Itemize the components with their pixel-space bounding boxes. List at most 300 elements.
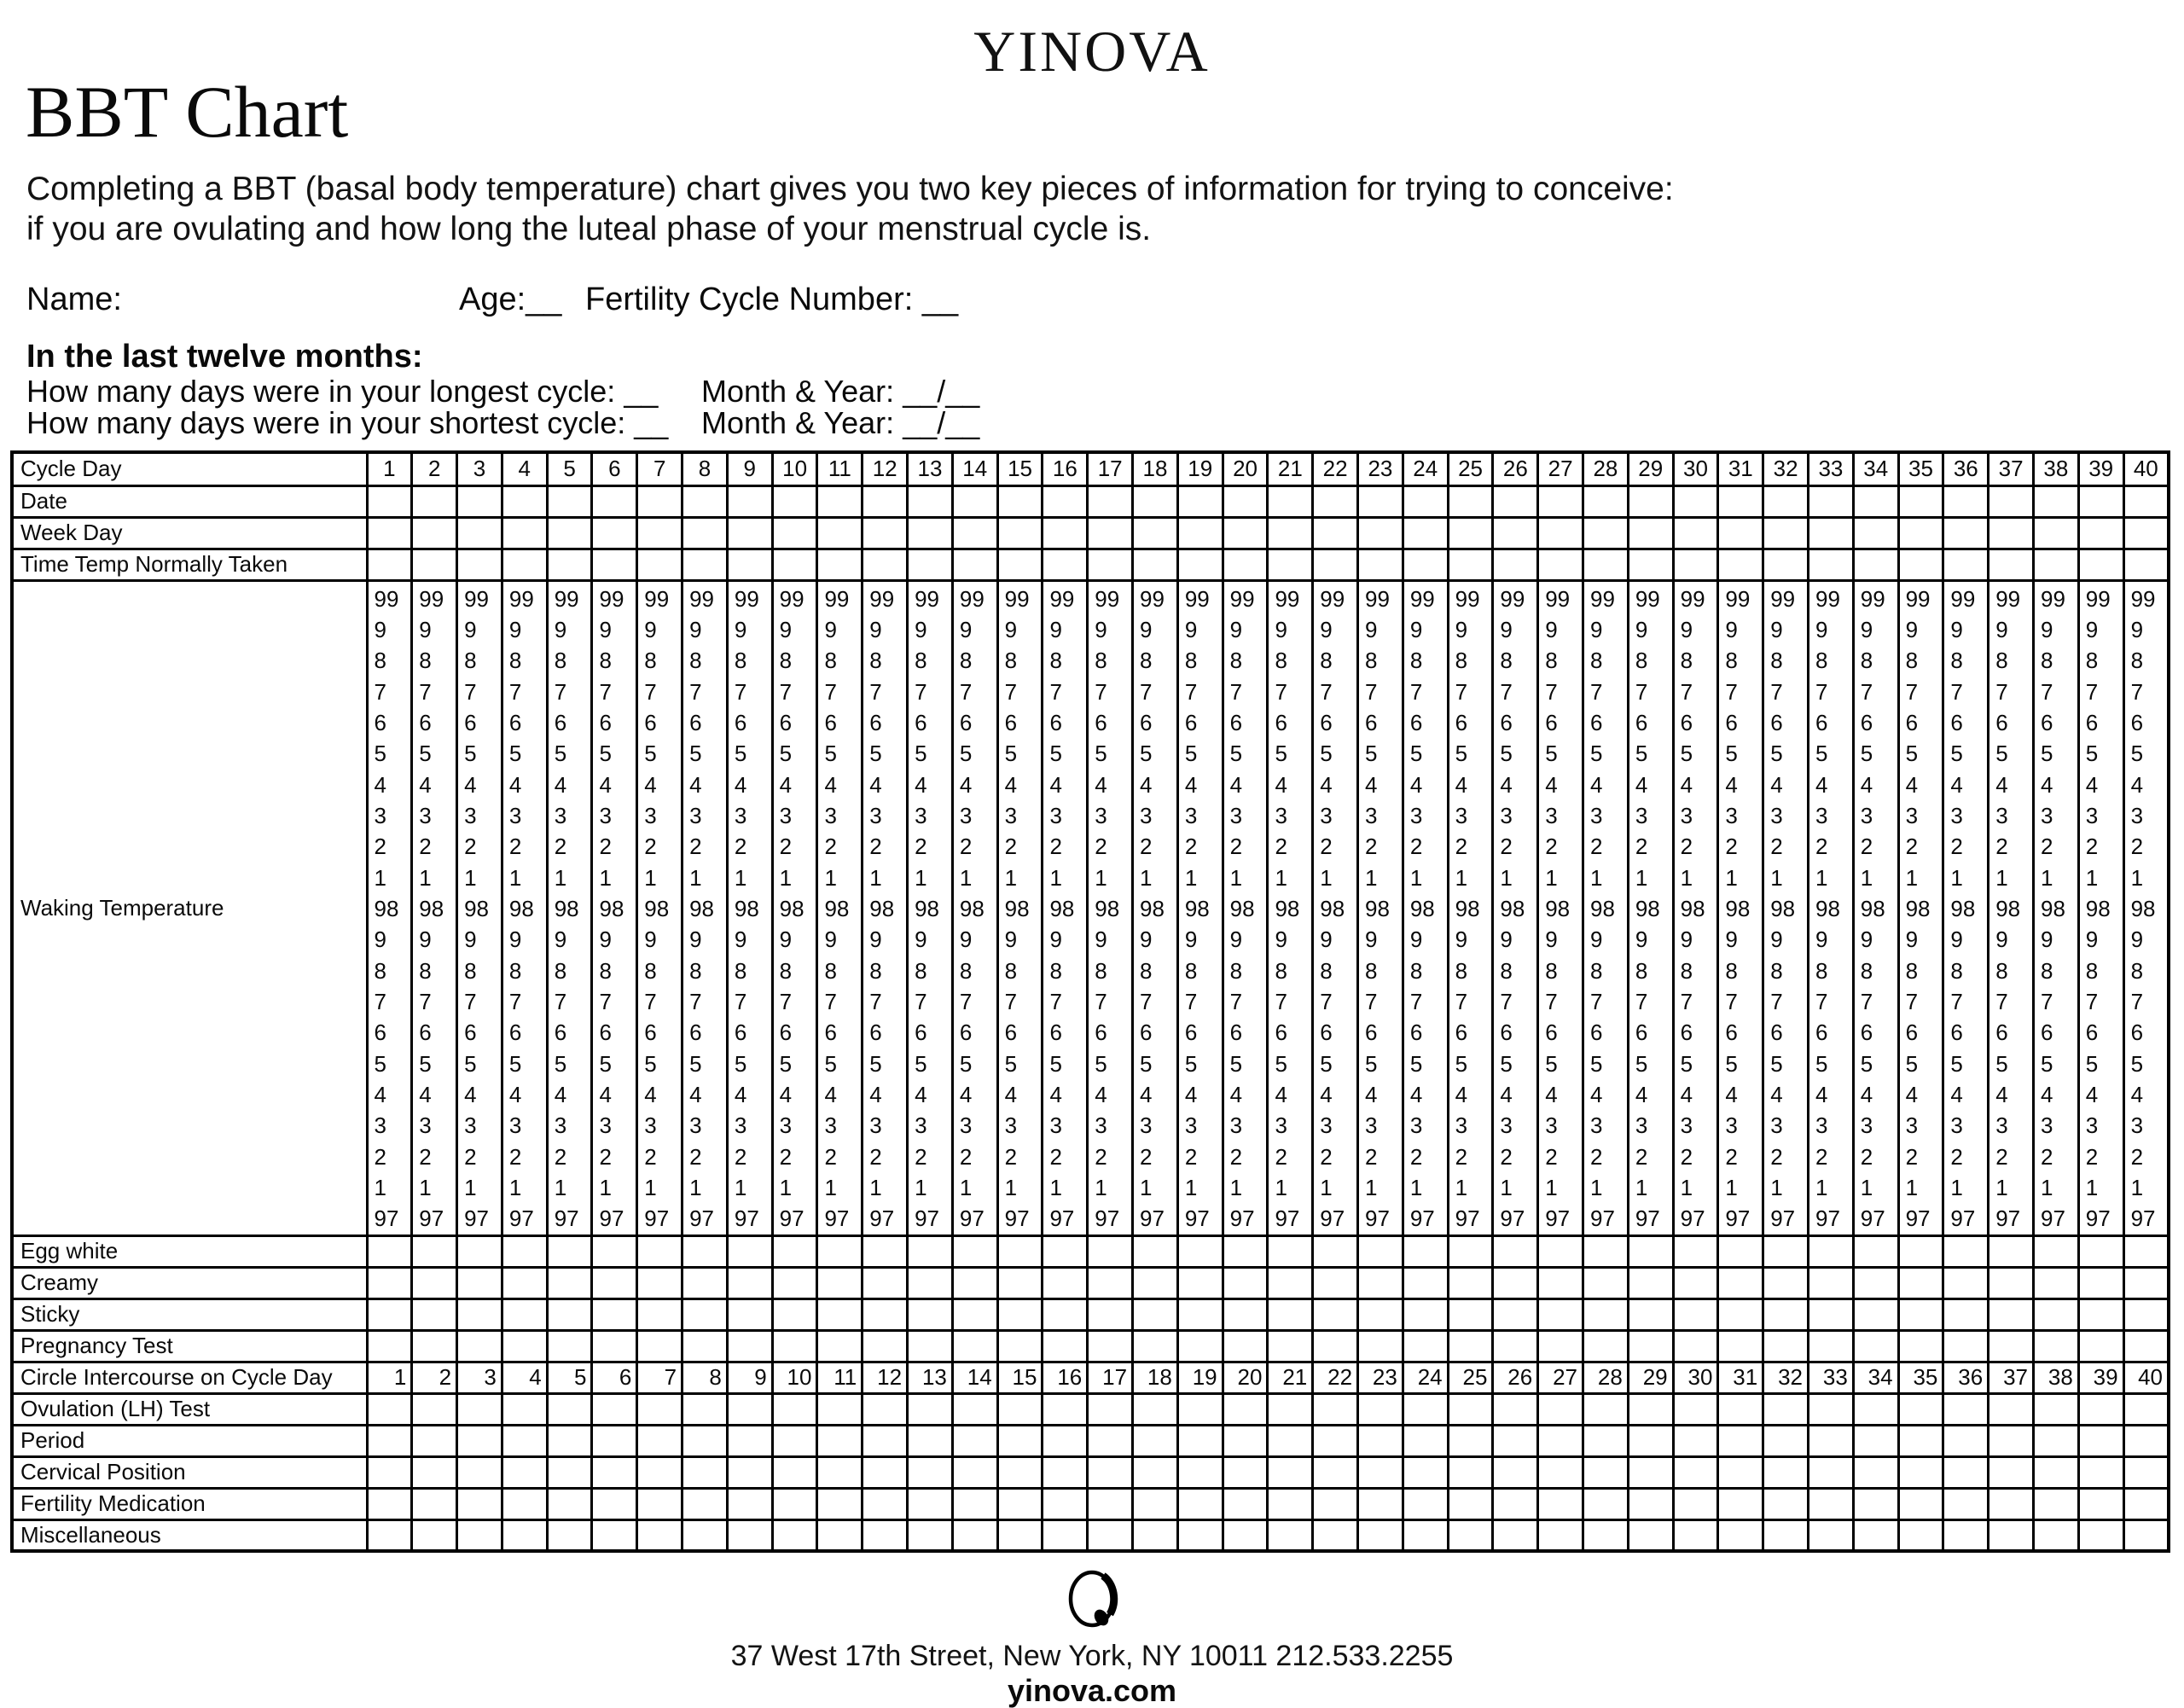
intercourse-day-number: 28 [1583, 1362, 1629, 1393]
temperature-scale-value: 9 [1815, 616, 1828, 642]
temperature-scale-value: 7 [1140, 988, 1153, 1014]
temperature-scale-value: 4 [2130, 771, 2144, 798]
temperature-scale-value: 2 [689, 834, 702, 860]
temperature-scale-value: 3 [734, 1113, 747, 1139]
temperature-scale-value: 8 [1049, 957, 1062, 984]
temperature-scale-value: 98 [1995, 895, 2021, 921]
temperature-scale-value: 6 [1455, 709, 1468, 735]
temperature-scale-value: 1 [2130, 1175, 2144, 1201]
temperature-scale-cell [727, 580, 772, 1235]
grid-cell-pregnancy_test [1583, 1330, 1629, 1362]
temperature-scale-value: 5 [734, 741, 747, 767]
grid-cell-week_day [863, 517, 908, 549]
cycle-day-number: 7 [637, 452, 682, 485]
temperature-scale-value: 7 [599, 988, 612, 1014]
grid-cell-cervical_position [1628, 1456, 1673, 1488]
temperature-scale-value: 1 [869, 1175, 882, 1201]
grid-cell-date [1313, 485, 1358, 517]
grid-cell-sticky [2123, 1298, 2169, 1330]
temperature-scale-value: 97 [1184, 1205, 1210, 1232]
temperature-scale-value: 9 [1320, 927, 1333, 953]
temperature-scale-value: 5 [1635, 741, 1648, 767]
grid-cell-egg_white [952, 1235, 997, 1267]
temperature-scale-value: 9 [2130, 616, 2144, 642]
temperature-scale-value: 3 [1004, 1113, 1018, 1139]
temperature-scale-value: 97 [419, 1205, 444, 1232]
intro-line-2: if you are ovulating and how long the luteal phase of your menstrual cycle is. [26, 211, 1152, 247]
temperature-scale-value: 97 [1365, 1205, 1390, 1232]
temperature-scale-value: 7 [1275, 988, 1287, 1014]
temperature-scale-value: 6 [374, 709, 386, 735]
grid-cell-miscellaneous [1088, 1519, 1133, 1551]
grid-cell-pregnancy_test [1673, 1330, 1718, 1362]
temperature-scale-value: 7 [1545, 988, 1558, 1014]
temperature-scale-value: 7 [1680, 988, 1693, 1014]
grid-cell-egg_white [1809, 1235, 1854, 1267]
grid-cell-date [772, 485, 817, 517]
temperature-scale-value: 5 [779, 741, 793, 767]
temperature-scale-value: 2 [374, 1143, 386, 1170]
temperature-scale-value: 7 [1590, 988, 1603, 1014]
temperature-scale-value: 9 [1635, 616, 1648, 642]
grid-cell-date [1628, 485, 1673, 517]
temperature-scale-value: 99 [1095, 585, 1120, 612]
temperature-scale-value: 98 [2040, 895, 2065, 921]
temperature-scale-value: 3 [599, 802, 612, 828]
grid-cell-sticky [1943, 1298, 1989, 1330]
temperature-scale-value: 97 [1995, 1205, 2021, 1232]
grid-cell-time_temp [1133, 549, 1178, 580]
temperature-scale-value: 5 [1950, 1050, 1963, 1077]
grid-cell-week_day [637, 517, 682, 549]
grid-cell-fertility_medication [817, 1488, 863, 1519]
grid-cell-fertility_medication [2078, 1488, 2123, 1519]
temperature-scale-value: 3 [1545, 802, 1558, 828]
grid-cell-egg_white [1943, 1235, 1989, 1267]
temperature-scale-value: 99 [508, 585, 534, 612]
row-label-date: Date [12, 485, 367, 517]
temperature-scale-value: 8 [915, 648, 927, 674]
row-label-egg_white: Egg white [12, 1235, 367, 1267]
temperature-scale-value: 4 [464, 771, 477, 798]
temperature-scale-value: 8 [1725, 648, 1738, 674]
temperature-scale-cell [1223, 580, 1268, 1235]
temperature-scale-value: 99 [959, 585, 985, 612]
temperature-scale-value: 9 [779, 616, 793, 642]
temperature-scale-value: 2 [1815, 1143, 1828, 1170]
temperature-scale-value: 97 [1590, 1205, 1615, 1232]
temperature-scale-value: 6 [869, 1020, 882, 1046]
temperature-scale-value: 2 [1095, 834, 1107, 860]
grid-cell-fertility_medication [502, 1488, 547, 1519]
grid-cell-pregnancy_test [1763, 1330, 1809, 1362]
grid-cell-week_day [1898, 517, 1943, 549]
temperature-scale-value: 5 [464, 741, 477, 767]
temperature-scale-value: 1 [1770, 1175, 1783, 1201]
grid-cell-ovulation_test [1583, 1393, 1629, 1425]
temperature-scale-value: 1 [464, 1175, 477, 1201]
cycle-day-number: 23 [1358, 452, 1403, 485]
grid-cell-date [1133, 485, 1178, 517]
temperature-scale-value: 1 [734, 864, 747, 891]
temperature-scale-value: 99 [1140, 585, 1165, 612]
grid-cell-creamy [1809, 1267, 1854, 1298]
grid-cell-egg_white [682, 1235, 728, 1267]
temperature-scale-value: 9 [1590, 927, 1603, 953]
temperature-scale-value: 5 [2040, 741, 2053, 767]
temperature-scale-value: 4 [508, 1082, 522, 1107]
temperature-scale-value: 99 [1860, 585, 1885, 612]
table-row-waking_temperature [12, 580, 2169, 1235]
grid-cell-date [2078, 485, 2123, 517]
grid-cell-fertility_medication [412, 1488, 457, 1519]
temperature-scale-value: 2 [1725, 1143, 1738, 1170]
grid-cell-date [682, 485, 728, 517]
temperature-scale-value: 97 [824, 1205, 850, 1232]
temperature-scale-value: 7 [779, 678, 793, 705]
temperature-scale-value: 1 [1635, 864, 1648, 891]
temperature-scale-value: 7 [464, 988, 477, 1014]
temperature-scale-value: 98 [2130, 895, 2156, 921]
temperature-scale-value: 4 [1095, 771, 1107, 798]
grid-cell-sticky [412, 1298, 457, 1330]
temperature-scale-value: 1 [1455, 864, 1468, 891]
grid-cell-week_day [1718, 517, 1763, 549]
cycle-day-number: 2 [412, 452, 457, 485]
cycle-day-number: 40 [2123, 452, 2169, 485]
temperature-scale-value: 3 [1275, 1113, 1287, 1139]
grid-cell-sticky [1763, 1298, 1809, 1330]
temperature-scale-value: 98 [779, 895, 804, 921]
grid-cell-fertility_medication [637, 1488, 682, 1519]
grid-cell-period [1583, 1425, 1629, 1456]
intercourse-day-number: 40 [2123, 1362, 2169, 1393]
temperature-scale-value: 6 [1455, 1020, 1468, 1046]
temperature-scale-value: 2 [2130, 1143, 2144, 1170]
temperature-scale-value: 8 [824, 957, 837, 984]
grid-cell-date [1493, 485, 1538, 517]
temperature-scale-value: 99 [599, 585, 624, 612]
temperature-scale-value: 7 [1409, 988, 1423, 1014]
grid-cell-miscellaneous [1853, 1519, 1898, 1551]
temperature-scale-value: 7 [779, 988, 793, 1014]
temperature-scale-value: 99 [644, 585, 670, 612]
grid-cell-ovulation_test [863, 1393, 908, 1425]
temperature-scale-value: 1 [1095, 1175, 1107, 1201]
temperature-scale-value: 6 [1725, 709, 1738, 735]
grid-cell-period [547, 1425, 592, 1456]
grid-cell-creamy [1133, 1267, 1178, 1298]
grid-cell-fertility_medication [772, 1488, 817, 1519]
temperature-scale-value: 6 [554, 1020, 567, 1046]
temperature-scale-value: 8 [1095, 648, 1107, 674]
temperature-scale-value: 4 [1905, 771, 1919, 798]
grid-cell-sticky [1313, 1298, 1358, 1330]
grid-cell-sticky [1493, 1298, 1538, 1330]
temperature-scale-value: 97 [1140, 1205, 1165, 1232]
grid-cell-date [863, 485, 908, 517]
temperature-scale-value: 8 [779, 648, 793, 674]
grid-cell-week_day [502, 517, 547, 549]
grid-cell-time_temp [1493, 549, 1538, 580]
grid-cell-creamy [2033, 1267, 2078, 1298]
grid-cell-egg_white [1493, 1235, 1538, 1267]
temperature-scale-value: 97 [1455, 1205, 1480, 1232]
temperature-scale-value: 6 [959, 1020, 973, 1046]
grid-cell-date [1809, 485, 1854, 517]
temperature-scale-value: 1 [1275, 1175, 1287, 1201]
grid-cell-pregnancy_test [908, 1330, 953, 1362]
temperature-scale-value: 8 [464, 957, 477, 984]
temperature-scale-value: 4 [554, 1082, 567, 1107]
cycle-day-number: 8 [682, 452, 728, 485]
temperature-scale-value: 6 [554, 709, 567, 735]
grid-cell-egg_white [1088, 1235, 1133, 1267]
temperature-scale-value: 7 [824, 678, 837, 705]
temperature-scale-cell [1898, 580, 1943, 1235]
temperature-scale-value: 8 [374, 648, 386, 674]
grid-cell-creamy [1177, 1267, 1223, 1298]
temperature-scale-value: 5 [869, 741, 882, 767]
grid-cell-cervical_position [1538, 1456, 1583, 1488]
age-field-blank: __ [526, 282, 562, 317]
temperature-scale-value: 5 [1590, 741, 1603, 767]
temperature-scale-value: 98 [1635, 895, 1660, 921]
temperature-scale-value: 2 [1545, 1143, 1558, 1170]
temperature-scale-value: 3 [1770, 1113, 1783, 1139]
grid-cell-pregnancy_test [2033, 1330, 2078, 1362]
temperature-scale-value: 9 [1500, 927, 1513, 953]
grid-cell-sticky [1898, 1298, 1943, 1330]
grid-cell-creamy [502, 1267, 547, 1298]
temperature-scale-value: 4 [1320, 1082, 1333, 1107]
grid-cell-date [592, 485, 637, 517]
grid-cell-egg_white [1448, 1235, 1493, 1267]
temperature-scale-value: 2 [1500, 834, 1513, 860]
temperature-scale-value: 9 [1365, 927, 1378, 953]
grid-cell-period [908, 1425, 953, 1456]
temperature-scale-value: 3 [1049, 1113, 1062, 1139]
grid-cell-ovulation_test [457, 1393, 502, 1425]
grid-cell-ovulation_test [1898, 1393, 1943, 1425]
temperature-scale-value: 6 [824, 709, 837, 735]
temperature-scale-value: 9 [959, 927, 973, 953]
grid-cell-week_day [952, 517, 997, 549]
grid-cell-date [1853, 485, 1898, 517]
yinova-circle-logo-icon [1059, 1565, 1125, 1636]
grid-cell-miscellaneous [1763, 1519, 1809, 1551]
temperature-scale-value: 8 [554, 648, 567, 674]
temperature-scale-value: 9 [1545, 927, 1558, 953]
grid-cell-ovulation_test [682, 1393, 728, 1425]
grid-cell-fertility_medication [1043, 1488, 1088, 1519]
grid-cell-time_temp [908, 549, 953, 580]
temperature-scale-value: 9 [1229, 616, 1243, 642]
temperature-scale-value: 99 [1365, 585, 1390, 612]
intercourse-day-number: 29 [1628, 1362, 1673, 1393]
temperature-scale-value: 4 [1770, 1082, 1783, 1107]
row-label-pregnancy_test: Pregnancy Test [12, 1330, 367, 1362]
row-label-waking_temperature: Waking Temperature [12, 580, 367, 1235]
temperature-scale-value: 3 [1320, 1113, 1333, 1139]
temperature-scale-value: 1 [689, 864, 702, 891]
grid-cell-ovulation_test [1133, 1393, 1178, 1425]
intercourse-day-number: 6 [592, 1362, 637, 1393]
temperature-scale-value: 9 [1770, 616, 1783, 642]
grid-cell-time_temp [772, 549, 817, 580]
grid-cell-ovulation_test [1403, 1393, 1448, 1425]
temperature-scale-value: 1 [1049, 1175, 1062, 1201]
temperature-scale-value: 2 [1680, 834, 1693, 860]
grid-cell-sticky [1133, 1298, 1178, 1330]
temperature-scale-value: 9 [2040, 616, 2053, 642]
temperature-scale-value: 6 [1905, 1020, 1919, 1046]
temperature-scale-cell [1358, 580, 1403, 1235]
temperature-scale-value: 8 [599, 648, 612, 674]
last-twelve-months-heading: In the last twelve months: [26, 339, 423, 375]
grid-cell-ovulation_test [1943, 1393, 1989, 1425]
temperature-scale-value: 7 [1500, 678, 1513, 705]
grid-cell-time_temp [1673, 549, 1718, 580]
grid-cell-creamy [1943, 1267, 1989, 1298]
temperature-scale-value: 4 [1320, 771, 1333, 798]
temperature-scale-value: 1 [1229, 864, 1243, 891]
grid-cell-creamy [457, 1267, 502, 1298]
temperature-scale-value: 2 [1770, 834, 1783, 860]
grid-cell-sticky [1853, 1298, 1898, 1330]
temperature-scale-value: 1 [1635, 1175, 1648, 1201]
temperature-scale-value: 4 [644, 1082, 657, 1107]
grid-cell-time_temp [682, 549, 728, 580]
temperature-scale-value: 2 [1320, 1143, 1333, 1170]
row-label-sticky: Sticky [12, 1298, 367, 1330]
grid-cell-week_day [908, 517, 953, 549]
temperature-scale-value: 6 [1140, 1020, 1153, 1046]
bbt-chart-table [10, 450, 2170, 1553]
grid-cell-period [682, 1425, 728, 1456]
grid-cell-week_day [367, 517, 412, 549]
grid-cell-week_day [1943, 517, 1989, 549]
temperature-scale-value: 7 [915, 988, 927, 1014]
temperature-scale-value: 9 [959, 616, 973, 642]
temperature-scale-value: 97 [1500, 1205, 1525, 1232]
temperature-scale-value: 6 [644, 709, 657, 735]
temperature-scale-value: 9 [2130, 927, 2144, 953]
temperature-scale-value: 6 [1770, 1020, 1783, 1046]
temperature-scale-value: 9 [689, 927, 702, 953]
grid-cell-sticky [1088, 1298, 1133, 1330]
temperature-scale-value: 4 [1184, 1082, 1198, 1107]
grid-cell-fertility_medication [457, 1488, 502, 1519]
grid-cell-pregnancy_test [1943, 1330, 1989, 1362]
temperature-scale-value: 2 [644, 834, 657, 860]
temperature-scale-value: 3 [464, 1113, 477, 1139]
temperature-scale-value: 1 [419, 1175, 432, 1201]
temperature-scale-value: 2 [915, 834, 927, 860]
temperature-scale-value: 1 [1725, 864, 1738, 891]
intercourse-day-number: 37 [1989, 1362, 2034, 1393]
intercourse-day-number: 35 [1898, 1362, 1943, 1393]
grid-cell-miscellaneous [1448, 1519, 1493, 1551]
temperature-scale-value: 5 [1500, 741, 1513, 767]
temperature-scale-cell [2078, 580, 2123, 1235]
temperature-scale-value: 1 [508, 1175, 522, 1201]
grid-cell-egg_white [502, 1235, 547, 1267]
temperature-scale-value: 6 [1545, 709, 1558, 735]
temperature-scale-value: 2 [1004, 1143, 1018, 1170]
temperature-scale-value: 97 [734, 1205, 759, 1232]
grid-cell-creamy [1223, 1267, 1268, 1298]
temperature-scale-value: 7 [1770, 678, 1783, 705]
grid-cell-ovulation_test [1989, 1393, 2034, 1425]
cycle-day-number: 33 [1809, 452, 1854, 485]
temperature-scale-value: 9 [1905, 616, 1919, 642]
grid-cell-time_temp [997, 549, 1043, 580]
temperature-scale-value: 8 [824, 648, 837, 674]
temperature-scale-value: 5 [599, 741, 612, 767]
temperature-scale-value: 9 [1049, 927, 1062, 953]
temperature-scale-value: 1 [2130, 864, 2144, 891]
temperature-scale-value: 5 [1860, 741, 1873, 767]
temperature-scale-value: 9 [1140, 927, 1153, 953]
temperature-scale-value: 7 [1275, 678, 1287, 705]
intercourse-day-number: 5 [547, 1362, 592, 1393]
temperature-scale-value: 6 [1275, 709, 1287, 735]
cycle-day-number: 18 [1133, 452, 1178, 485]
temperature-scale-value: 98 [915, 895, 939, 921]
grid-cell-miscellaneous [1809, 1519, 1854, 1551]
temperature-scale-value: 1 [869, 864, 882, 891]
intercourse-day-number: 13 [908, 1362, 953, 1393]
temperature-scale-value: 6 [508, 1020, 522, 1046]
temperature-scale-value: 5 [959, 1050, 973, 1077]
grid-cell-sticky [682, 1298, 728, 1330]
temperature-scale-cell [1043, 580, 1088, 1235]
temperature-scale-value: 97 [1095, 1205, 1120, 1232]
temperature-scale-value: 6 [1095, 709, 1107, 735]
temperature-scale-value: 6 [2040, 1020, 2053, 1046]
cycle-day-number: 39 [2078, 452, 2123, 485]
grid-cell-cervical_position [1943, 1456, 1989, 1488]
intercourse-day-number: 33 [1809, 1362, 1854, 1393]
temperature-scale-value: 4 [464, 1082, 477, 1107]
temperature-scale-value: 98 [374, 895, 399, 921]
temperature-scale-value: 1 [734, 1175, 747, 1201]
temperature-scale-value: 98 [689, 895, 714, 921]
footer-website: yinova.com [1007, 1673, 1177, 1708]
grid-cell-sticky [1809, 1298, 1854, 1330]
grid-cell-sticky [1403, 1298, 1448, 1330]
temperature-scale-value: 8 [1815, 648, 1828, 674]
temperature-scale-value: 99 [1770, 585, 1796, 612]
temperature-scale-value: 6 [464, 1020, 477, 1046]
temperature-scale-cell [1403, 580, 1448, 1235]
grid-cell-ovulation_test [908, 1393, 953, 1425]
temperature-scale-value: 6 [508, 709, 522, 735]
temperature-scale-cell [997, 580, 1043, 1235]
temperature-scale-value: 3 [2085, 1113, 2099, 1139]
temperature-scale-value: 4 [1635, 1082, 1648, 1107]
temperature-scale-value: 9 [508, 616, 522, 642]
grid-cell-sticky [1043, 1298, 1088, 1330]
intercourse-day-number: 11 [817, 1362, 863, 1393]
temperature-scale-value: 8 [419, 957, 432, 984]
grid-cell-cervical_position [1989, 1456, 2034, 1488]
temperature-scale-value: 97 [1770, 1205, 1796, 1232]
temperature-scale-value: 3 [2040, 802, 2053, 828]
grid-cell-miscellaneous [412, 1519, 457, 1551]
grid-cell-fertility_medication [1628, 1488, 1673, 1519]
